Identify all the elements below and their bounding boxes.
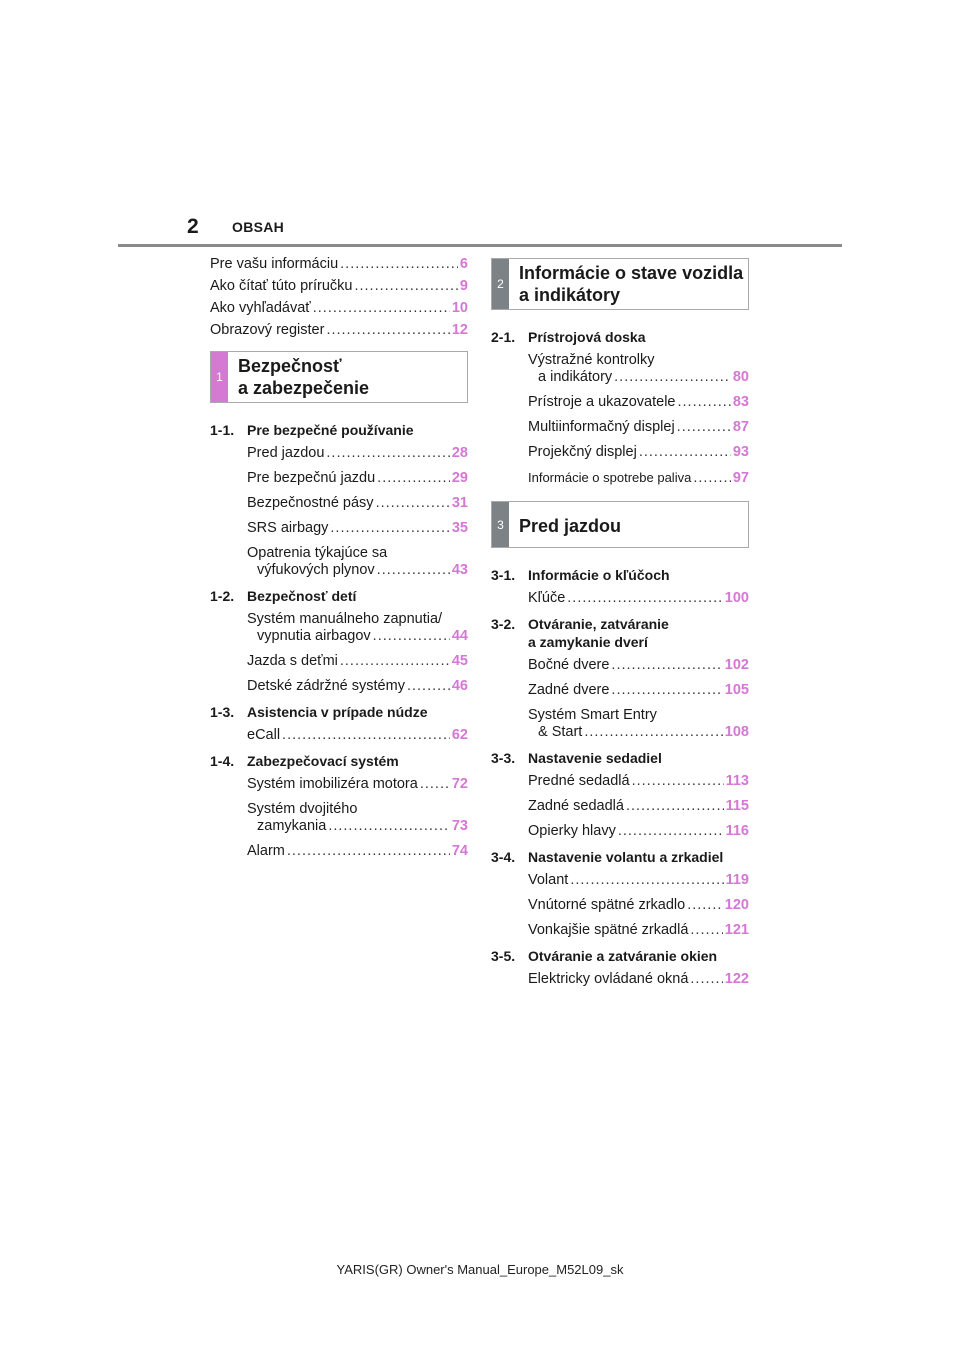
header-divider	[118, 244, 842, 247]
toc-link[interactable]: Ako čítať túto príručku ..... 9	[210, 278, 468, 295]
toc-link[interactable]: Ako vyhľadávať ..... 10	[210, 300, 468, 317]
subsection-3-5	[491, 947, 749, 988]
subsection-heading[interactable]: 3-5. Otváranie a zatváranie okien	[491, 948, 718, 964]
toc-item[interactable]: Opatrenia týkajúce sa výfukových plynov ..... 43	[247, 545, 468, 579]
subsection-1-4	[210, 752, 468, 860]
section-1-header[interactable]	[210, 351, 468, 403]
toc-item[interactable]: Zadné sedadlá ..... 115	[528, 798, 749, 815]
toc-link[interactable]: Pre vašu informáciu ..... 6	[210, 256, 468, 273]
toc-item[interactable]: Predné sedadlá ..... 113	[528, 773, 749, 790]
left-column	[210, 256, 468, 868]
toc-item[interactable]: Alarm ..... 74	[247, 843, 468, 860]
subsection-3-1	[491, 566, 749, 607]
subsection-heading[interactable]: 3-1. Informácie o kľúčoch	[491, 567, 670, 583]
subsection-3-4	[491, 848, 749, 939]
page-number: 2	[187, 215, 199, 238]
subsection-1-2	[210, 587, 468, 695]
subsection-heading[interactable]: 3-2. Otváranie, zatváranie a zamykanie dverí	[491, 616, 669, 650]
toc-item[interactable]: SRS airbagy ..... 35	[247, 520, 468, 537]
subsection-3-2	[491, 615, 749, 741]
top-links	[210, 256, 468, 339]
toc-item[interactable]: Prístroje a ukazovatele ..... 83	[528, 394, 749, 411]
toc-item[interactable]: Opierky hlavy ..... 116	[528, 823, 749, 840]
subsection-3-3	[491, 749, 749, 840]
toc-item[interactable]: Volant ..... 119	[528, 872, 749, 889]
toc-item[interactable]: Multiinformačný displej ..... 87	[528, 419, 749, 436]
section-2-header[interactable]	[491, 258, 749, 310]
toc-item[interactable]: Pre bezpečnú jazdu ..... 29	[247, 470, 468, 487]
toc-item[interactable]: Výstražné kontrolky a indikátory ..... 80	[528, 352, 749, 386]
subsection-heading[interactable]: 1-1. Pre bezpečné používanie	[210, 422, 414, 438]
section-3-header[interactable]	[491, 501, 749, 548]
subsection-heading[interactable]: 1-3. Asistencia v prípade núdze	[210, 704, 428, 720]
page-title: OBSAH	[232, 219, 285, 235]
toc-link[interactable]: Obrazový register ..... 12	[210, 322, 468, 339]
section-tab: 2	[492, 259, 509, 309]
subsection-heading[interactable]: 1-2. Bezpečnosť detí	[210, 588, 357, 604]
subsection-heading[interactable]: 2-1. Prístrojová doska	[491, 329, 646, 345]
toc-item[interactable]: Pred jazdou ..... 28	[247, 445, 468, 462]
section-title: Bezpečnosť a zabezpečenie	[238, 356, 370, 398]
toc-item[interactable]: Bezpečnostné pásy ..... 31	[247, 495, 468, 512]
subsection-heading[interactable]: 3-3. Nastavenie sedadiel	[491, 750, 662, 766]
section-title: Informácie o stave vozidla a indikátory	[519, 263, 744, 305]
toc-item[interactable]: Detské zádržné systémy ..... 46	[247, 678, 468, 695]
subsection-1-1	[210, 421, 468, 579]
subsection-2-1	[491, 328, 749, 487]
toc-item[interactable]: Projekčný displej ..... 93	[528, 444, 749, 461]
toc-item[interactable]: Jazda s deťmi ..... 45	[247, 653, 468, 670]
toc-item[interactable]: Systém Smart Entry & Start ..... 108	[528, 707, 749, 741]
toc-item[interactable]: eCall ..... 62	[247, 727, 468, 744]
toc-item[interactable]: Systém imobilizéra motora ..... 72	[247, 776, 468, 793]
subsection-1-3	[210, 703, 468, 744]
footer-manual-id: YARIS(GR) Owner's Manual_Europe_M52L09_sk	[336, 1262, 624, 1277]
toc-item[interactable]: Bočné dvere ..... 102	[528, 657, 749, 674]
toc-item[interactable]: Vnútorné spätné zrkadlo ..... 120	[528, 897, 749, 914]
subsection-heading[interactable]: 3-4. Nastavenie volantu a zrkadiel	[491, 849, 724, 865]
toc-item[interactable]: Systém dvojitého zamykania ..... 73	[247, 801, 468, 835]
right-column	[491, 256, 749, 996]
toc-item[interactable]: Zadné dvere ..... 105	[528, 682, 749, 699]
toc-item[interactable]: Informácie o spotrebe paliva ..... 97	[528, 469, 749, 487]
toc-item[interactable]: Vonkajšie spätné zrkadlá ..... 121	[528, 922, 749, 939]
section-title: Pred jazdou	[519, 516, 622, 536]
toc-item[interactable]: Systém manuálneho zapnutia/ vypnutia airbagov ..... 44	[247, 611, 468, 645]
section-tab: 3	[492, 502, 509, 547]
section-tab: 1	[211, 352, 228, 402]
toc-item[interactable]: Kľúče ..... 100	[528, 590, 749, 607]
toc-item[interactable]: Elektricky ovládané okná ..... 122	[528, 971, 749, 988]
subsection-heading[interactable]: 1-4. Zabezpečovací systém	[210, 753, 399, 769]
